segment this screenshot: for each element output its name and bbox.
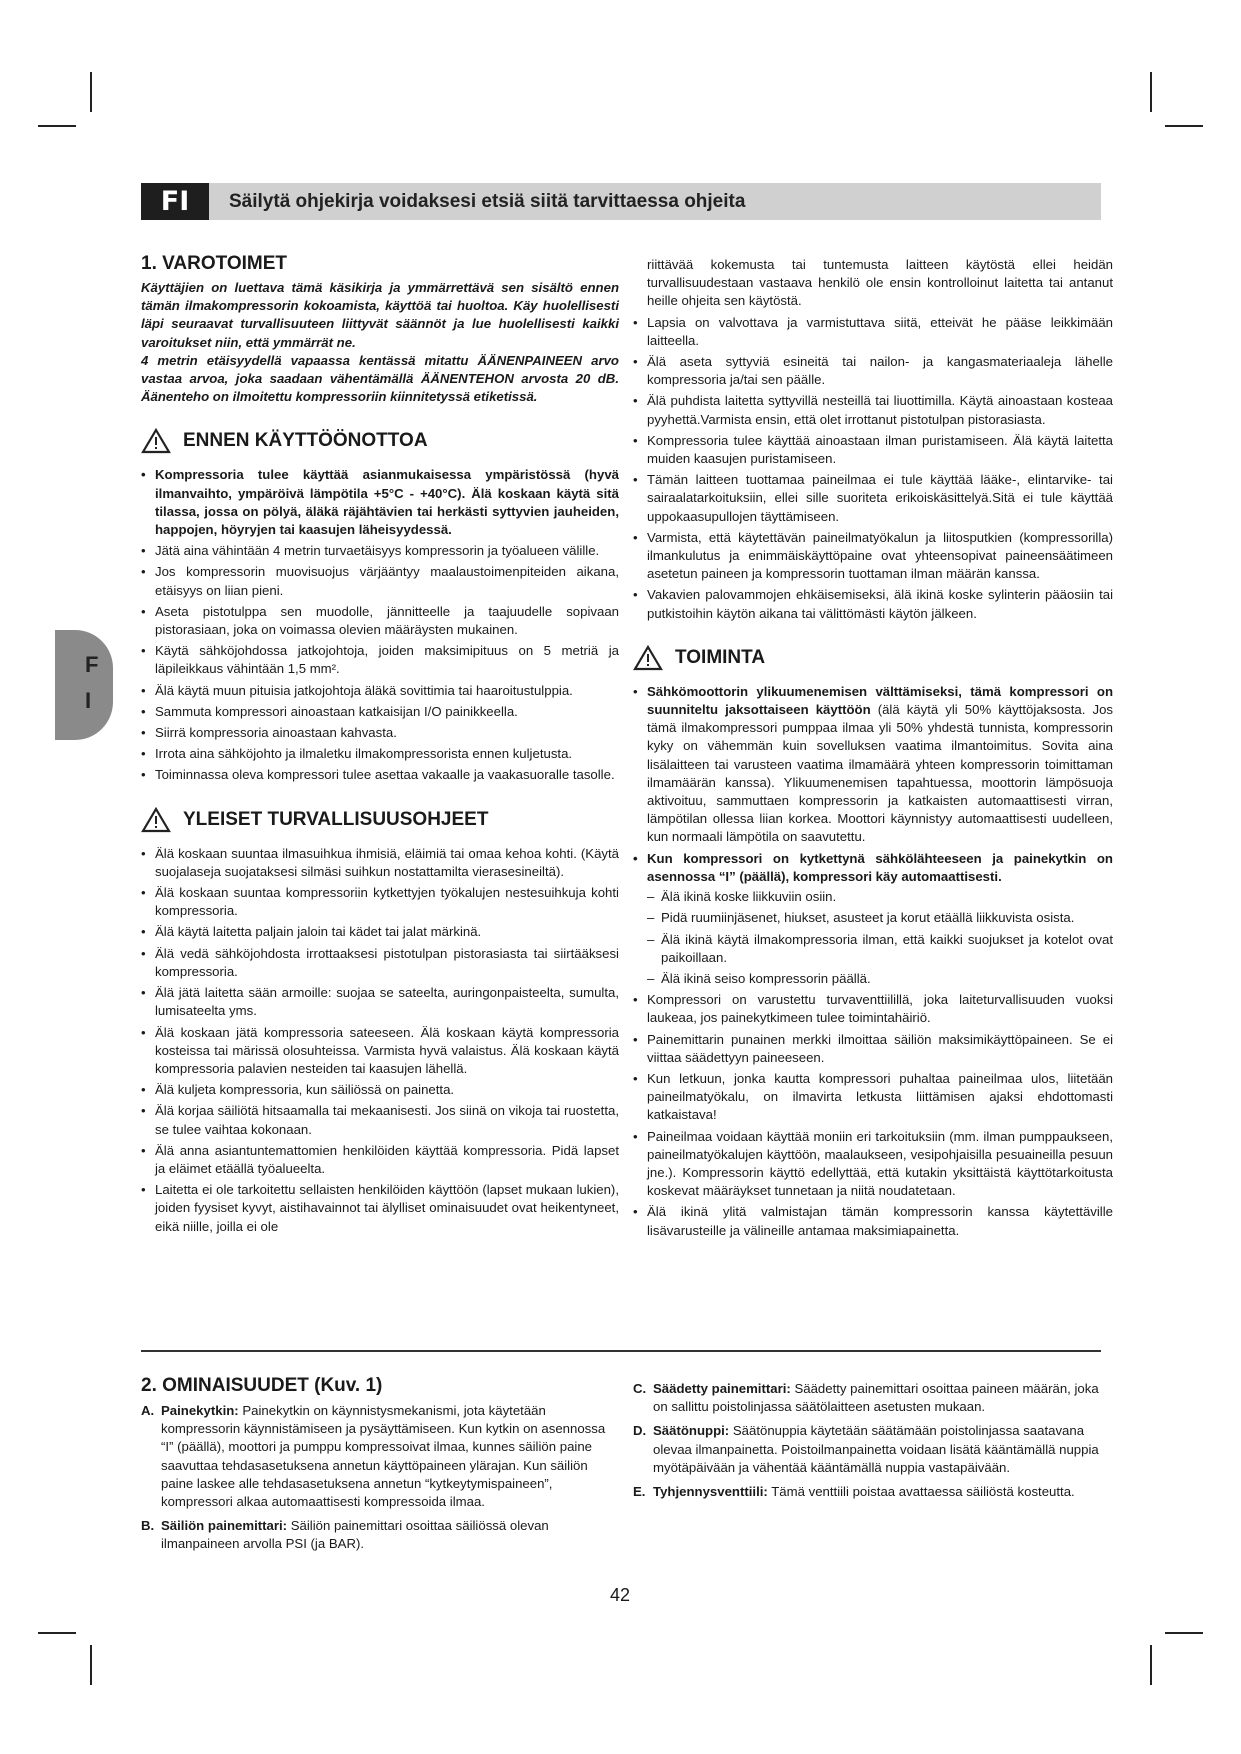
feature-key: A. (141, 1403, 155, 1418)
dash-item: – Pidä ruumiinjäsenet, hiukset, asusteet ja korut etäällä liikkuvista osista. (647, 909, 1113, 927)
list-item: • Varmista, että käytettävän paineilmatyökalun ja liitosputkien (kompressorilla) ilmankulutus ja enimmäiskäyttöpaine ovat yhteensopivat paineensäätimeen asetetun paineen ja kompressorin tuottaman ilman määrän kanssa. (633, 529, 1113, 584)
list-item: • Toiminnassa oleva kompressori tulee asettaa vakaalle ja vaakasuoralle tasolle. (141, 766, 619, 784)
feature-text: Painekytkin on käynnistysmekanismi, jota käytetään kompressorin käynnistämiseen ja pysäyttämiseen. Kun kytkin on asennossa “I” (päällä), moottori ja pumppu kompressoivat ilmaa, kunnes säiliön paine saavuttaa tehdasasetuksena annetun käyttöpaineen ylärajan. Kun säiliön paine laskee alle tehdasasetuksena annetun “kytkeytymispaineen”, kompressori alkaa automaattisesti kompressoida ilmaa. (161, 1403, 606, 1510)
feature-term: Säätönuppi: (653, 1423, 730, 1439)
list-item: • Käytä sähköjohdossa jatkojohtoja, joiden maksimipituus on 5 metriä ja läpileikkaus vähintään 1,5 mm². (141, 642, 619, 678)
feature-item (633, 1380, 1103, 1416)
list-item: • Painemittarin punainen merkki ilmoittaa säiliön maksimikäyttöpaineen. Se ei viittaa säädettyyn paineeseen. (633, 1031, 1113, 1067)
feature-item (633, 1422, 1103, 1477)
list-item: • Älä anna asiantuntemattomien henkilöiden käyttää kompressoria. Pidä lapset ja eläimet etäällä työalueelta. (141, 1142, 619, 1178)
dash-item: – Älä ikinä käytä ilmakompressoria ilman, että kaikki suojukset ja kotelot ovat paikoillaan. (647, 931, 1113, 967)
dash-item: – Älä ikinä seiso kompressorin päällä. (647, 970, 1113, 988)
section-divider (141, 1350, 1101, 1352)
list-item: • Jätä aina vähintään 4 metrin turvaetäisyys kompressorin ja työalueen välille. (141, 542, 619, 560)
header-title: Säilytä ohjekirja voidaksesi etsiä siitä tarvittaessa ohjeita (229, 191, 746, 212)
feature-item (633, 1483, 1103, 1501)
side-tab-letter: F (85, 652, 99, 677)
crop-mark (90, 1645, 92, 1685)
list-item: • Kompressoria tulee käyttää ainoastaan ilman puristamiseen. Älä käytä laitetta muiden kaasujen puristamiseen. (633, 432, 1113, 468)
feature-term: Painekytkin: (161, 1403, 239, 1418)
feature-key: E. (633, 1484, 646, 1500)
crop-mark (1165, 1632, 1203, 1634)
section-heading (141, 428, 619, 454)
list-item: • Älä korjaa säiliötä hitsaamalla tai mekaanisesti. Jos siinä on vikoja tai ruostetta, se tulee vaihtaa kokonaan. (141, 1102, 619, 1138)
feature-text: Säätönuppia käytetään säätämään poistolinjassa saatavana olevaa ilmanpainetta. Poistoilmanpainetta voidaan lisätä kääntämällä nuppia myötäpäivään ja vähentää kääntämällä nuppia vastapäivään. (653, 1423, 1099, 1475)
list-item: • Siirrä kompressoria ainoastaan kahvasta. (141, 724, 619, 742)
language-tag: FI (141, 183, 209, 220)
warning-icon (633, 645, 663, 671)
crop-mark (1165, 125, 1203, 127)
list-item: • Älä aseta syttyviä esineitä tai nailon- ja kangasmateriaaleja lähelle kompressoria ja/tai sen päälle. (633, 353, 1113, 389)
list-item: • Älä käytä muun pituisia jatkojohtoja äläkä sovittimia tai haaroitustulppia. (141, 682, 619, 700)
list-item-text: (älä käytä yli 50% käyttöjaksosta. Jos tämä ilmakompressori pumppaa ilmaa yli 50% yhdestä tunnista, kompressorin kyky on vähemmän kuin sovelluksen vaatima ilmantoimitus. Sovita aina lisälaitteen tai varusteen vaatima ilmamäärä yhteen kompressorin toimittaman ilmamäärän kanssa). Ylikuumenemisen tapahtuessa, moottorin lämpösuoja aktivoituu, sammuttaen kompressorin ja katkaisten automaattisesti virran, lämpötilan ollessa liian korkea. Moottori käynnistyy automaattisesti uudelleen, kun normaali lämpötila on saavutettu. (647, 702, 1113, 845)
list-item: • Älä koskaan suuntaa kompressoriin kytkettyjen työkalujen nestesuihkuja kohti kompressoria. (141, 884, 619, 920)
list-item-text: Kun kompressori on kytkettynä sähkölähteeseen ja painekytkin on asennossa “I” (päällä), kompressori käy automaattisesti. (647, 850, 1113, 884)
section-heading-text: TOIMINTA (675, 646, 766, 668)
feature-term: Säiliön painemittari: (161, 1518, 288, 1534)
list-item (633, 850, 1113, 988)
list-item: • Kompressoria tulee käyttää asianmukaisessa ympäristössä (hyvä ilmanvaihto, ympäröivä lämpötila +5°C - +40°C). Älä koskaan käytä sitä tilassa, jossa on pölyä, äläkä räjähtävien tai herkästi syttyvien jauheiden, happojen, höyryjen tai kaasujen läheisyydessä. (141, 466, 619, 539)
feature-key: C. (633, 1381, 647, 1396)
feature-text: Tämä venttiili poistaa avattaessa säiliöstä kosteutta. (767, 1484, 1075, 1500)
bullet-list (633, 683, 1113, 1240)
list-item: • Kun letkuun, jonka kautta kompressori puhaltaa paineilmaa ulos, liitetään paineilmatyökalu, on ilmavirta letkusta liittämisen ajaksi ehdottomasti katkaistava! (633, 1070, 1113, 1125)
list-item: • Vakavien palovammojen ehkäisemiseksi, älä ikinä koske sylinterin pääosiin tai putkistoihin käytön aikana tai välittömästi käytön jälkeen. (633, 586, 1113, 622)
feature-text: Säiliön painemittari osoittaa säiliössä olevan ilmanpaineen arvolla PSI (ja BAR). (161, 1518, 549, 1552)
warning-icon (141, 807, 171, 833)
list-item: • Paineilmaa voidaan käyttää moniin eri tarkoituksiin (mm. ilman pumppaukseen, paineilmatyökalujen käyttöön, maalaukseen, vesipohjaisilla pesuaineilla pesuun jne.). Kompressorin käyttö edellyttää, että kutakin yksittäistä käyttötarkoitusta koskevat määräykset tunnetaan ja niitä noudatetaan. (633, 1128, 1113, 1201)
bullet-list (141, 845, 619, 1236)
feature-key: D. (633, 1423, 647, 1439)
crop-mark (1150, 1645, 1152, 1685)
warning-icon (141, 428, 171, 454)
section-heading: 2. OMINAISUUDET (Kuv. 1) (141, 1375, 383, 1396)
side-tab-letter: I (85, 688, 92, 713)
feature-key: B. (141, 1518, 155, 1534)
section-heading (633, 645, 1113, 671)
list-item: • Laitetta ei ole tarkoitettu sellaisten henkilöiden käyttöön (lapset mukaan lukien), joiden fyysiset kyvyt, aistihavainnot tai älylliset ominaisuudet ovat heikentyneet, eikä niille, joilla ei ole (141, 1181, 619, 1236)
left-column (141, 252, 619, 1239)
bullet-list (633, 314, 1113, 623)
list-item: • Älä ikinä ylitä valmistajan tämän kompressorin kanssa käytettäville lisävarusteille ja välineille antamaa maksimiapainetta. (633, 1203, 1113, 1239)
list-item: • Älä koskaan jätä kompressoria sateeseen. Älä koskaan käytä kompressoria kosteissa tai märissä olosuhteissa. Varmista hyvä valaistus. Älä koskaan käytä kompressoria palavien nesteiden tai kaasujen lähellä. (141, 1024, 619, 1079)
side-language-tab (55, 630, 113, 740)
crop-mark (90, 72, 92, 112)
features-right-column (633, 1380, 1103, 1507)
list-item: • Kompressori on varustettu turvaventtiilillä, joka laiteturvallisuuden vuoksi laukeaa, jos painekytkimeen tulee toimintahäiriö. (633, 991, 1113, 1027)
list-item: • Älä jätä laitetta sään armoille: suojaa se sateelta, auringonpaisteelta, sumulta, lumisateelta yms. (141, 984, 619, 1020)
list-item: • Aseta pistotulppa sen muodolle, jännitteelle ja taajuudelle sopivaan pistorasiaan, joka on voimassa olevien määräysten mukainen. (141, 603, 619, 639)
section-heading-text: ENNEN KÄYTTÖÖNOTTOA (183, 430, 428, 452)
list-item: • Älä koskaan suuntaa ilmasuihkua ihmisiä, eläimiä tai omaa kehoa kohti. (Käytä suojalaseja suojataksesi silmäsi suihkun nostattamilta vierasesineiltä). (141, 845, 619, 881)
list-item (633, 683, 1113, 847)
continuation-text: riittävää kokemusta tai tuntemusta laitteen käytöstä ellei heidän turvallisuudestaan vastaava henkilö ole ensin kontrolloinut laitetta tai antanut heille ohjeita sen käytöstä. (647, 257, 1113, 309)
section-heading (141, 807, 619, 833)
list-item: • Älä käytä laitetta paljain jaloin tai kädet tai jalat märkinä. (141, 923, 619, 941)
list-item: • Sammuta kompressori ainoastaan katkaisijan I/O painikkeella. (141, 703, 619, 721)
list-item: • Älä vedä sähköjohdosta irrottaaksesi pistotulpan pistorasiasta tai siirtääksesi kompressoria. (141, 945, 619, 981)
list-item: • Irrota aina sähköjohto ja ilmaletku ilmakompressorista ennen kuljetusta. (141, 745, 619, 763)
list-item: • Älä puhdista laitetta syttyvillä nesteillä tai liuottimilla. Käytä ainoastaan kosteaa pyyhettä.Varmista ensin, että olet irrottanut pistotulpan pistorasiasta. (633, 392, 1113, 428)
crop-mark (38, 1632, 76, 1634)
feature-term: Tyhjennysventtiili: (653, 1484, 768, 1500)
intro-text: Käyttäjien on luettava tämä käsikirja ja ymmärrettävä sen sisältö ennen tämän ilmakompressorin kokoamista, käyttöä tai huoltoa. Käy huolellisesti läpi seuraavat turvallisuuteen liittyvät säännöt ja lue huolellisesti kaikki varoitukset niin, että ymmärrät ne. (141, 280, 619, 350)
features-left-column (141, 1374, 611, 1560)
crop-mark (38, 125, 76, 127)
crop-mark (1150, 72, 1152, 112)
header-bar (141, 183, 1101, 220)
bullet-list (141, 466, 619, 784)
list-item: • Lapsia on valvottava ja varmistuttava siitä, etteivät he pääse leikkimään laitteella. (633, 314, 1113, 350)
right-column (633, 256, 1113, 1243)
dash-item: – Älä ikinä koske liikkuviin osiin. (647, 888, 1113, 906)
section-heading: 1. VAROTOIMET (141, 253, 288, 274)
intro-text-sound: 4 metrin etäisyydellä vapaassa kentässä mitattu ÄÄNENPAINEEN arvo vastaa arvoa, joka saadaan vähentämällä ÄÄNENTEHON arvosta 20 dB. Äänenteho on ilmoitettu kompressoriin kiinnitetyssä etiketissä. (141, 352, 619, 405)
feature-item (141, 1402, 611, 1511)
feature-text: Säädetty painemittari osoittaa paineen määrän, joka on sallittu poistolinjassa säätölaitteen asetusten mukaan. (653, 1381, 1099, 1415)
list-item: • Jos kompressorin muovisuojus värjääntyy maalaustoimenpiteiden aikana, etäisyys on liian pieni. (141, 563, 619, 599)
list-item: • Tämän laitteen tuottamaa paineilmaa ei tule käyttää lääke-, elintarvike- tai sairaalatarkoituksiin, ellei sille suoriteta erikoiskäsittelyä.Sitä ei tule käyttää uppokaasupullojen täyttämiseen. (633, 471, 1113, 526)
list-item-bold: Sähkömoottorin ylikuumenemisen välttämiseksi, tämä kompressori on suunniteltu jaksottaiseen käyttöön (647, 683, 1113, 718)
dash-list (647, 888, 1113, 988)
page-number: 42 (609, 1585, 631, 1605)
feature-term: Säädetty painemittari: (653, 1381, 791, 1396)
list-item: • Älä kuljeta kompressoria, kun säiliössä on painetta. (141, 1081, 619, 1099)
feature-item (141, 1517, 611, 1553)
section-heading-text: YLEISET TURVALLISUUSOHJEET (183, 808, 489, 830)
